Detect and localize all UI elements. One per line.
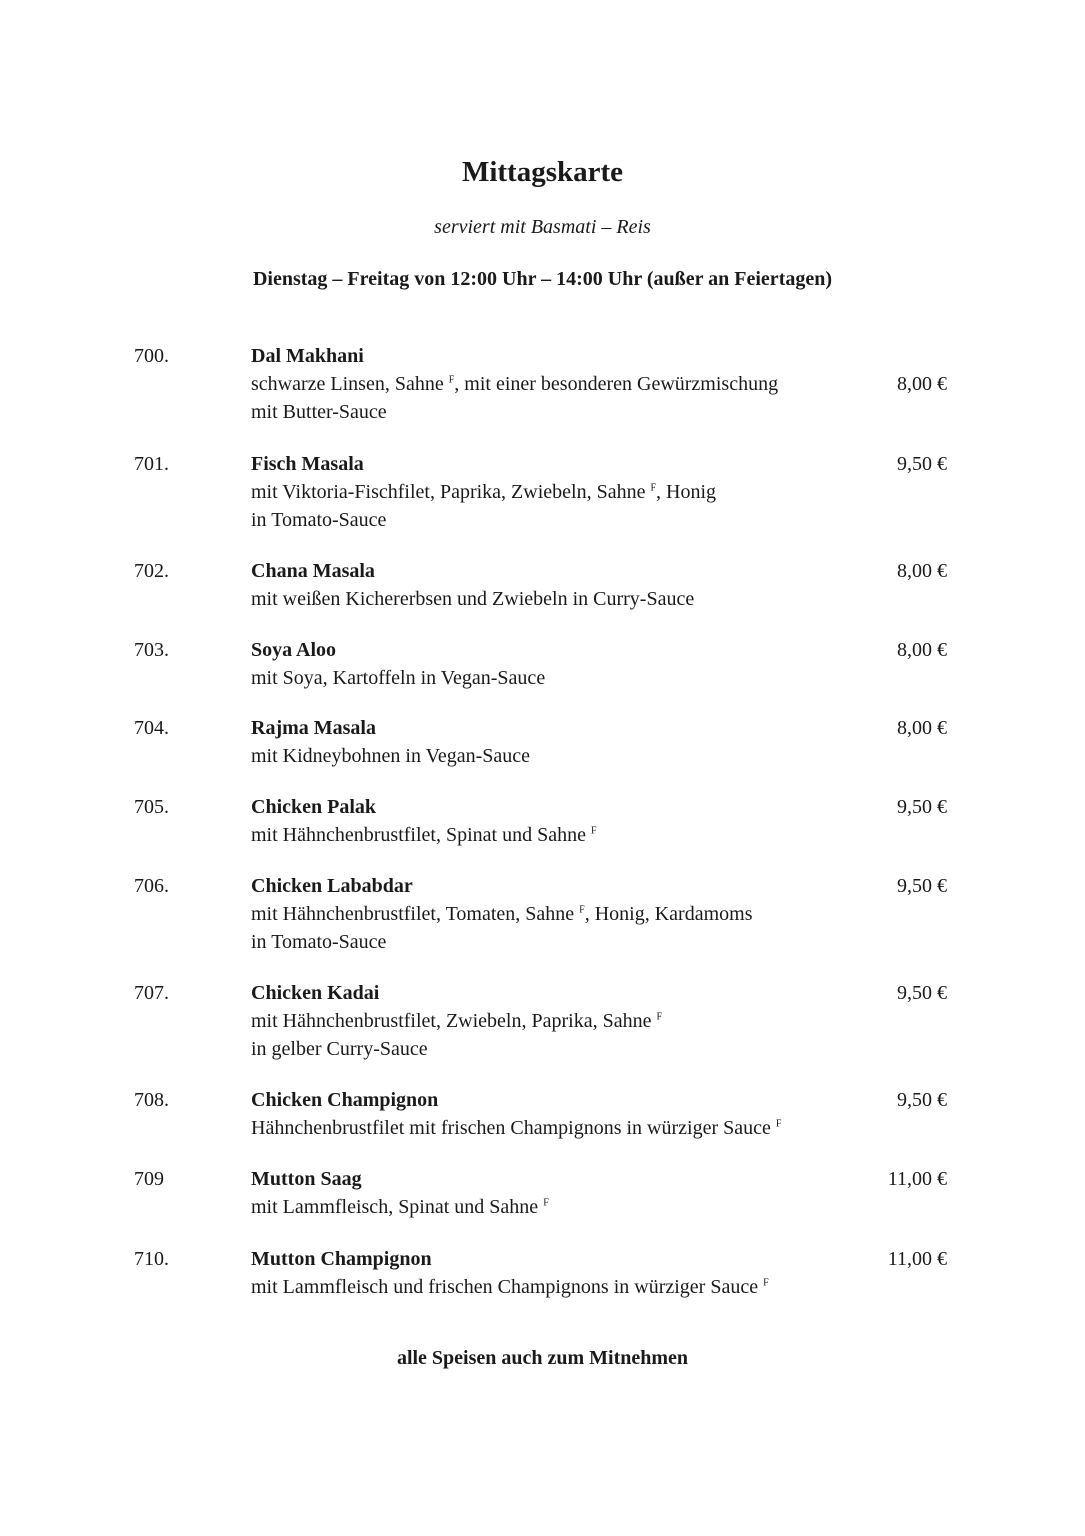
item-price: 9,50 € [897, 875, 947, 897]
item-description: mit Hähnchenbrustfilet, Zwiebeln, Paprika, Sahne $^F$ [251, 1010, 663, 1032]
item-price: 11,00 € [887, 1248, 947, 1270]
item-body [251, 714, 871, 770]
item-description: mit Butter-Sauce [251, 401, 387, 423]
item-name: Chicken Champignon [251, 1089, 439, 1111]
item-number: 706. [134, 875, 169, 897]
opening-hours: Dienstag – Freitag von 12:00 Uhr – 14:00 Uhr (außer an Feiertagen) [252, 268, 833, 290]
allergen-marker: F [650, 482, 657, 494]
item-description: mit Lammfleisch und frischen Champignons in würziger Sauce $^F$ [251, 1276, 769, 1298]
item-name: Mutton Saag [251, 1168, 362, 1190]
item-number: 708. [134, 1089, 169, 1111]
item-price: 8,00 € [897, 639, 947, 661]
allergen-marker: F [656, 1011, 663, 1023]
item-price: 9,50 € [897, 1089, 947, 1111]
item-description: mit Hähnchenbrustfilet, Tomaten, Sahne $^F$, Honig, Kardamoms [251, 903, 753, 925]
item-body [251, 1165, 871, 1221]
item-body [251, 557, 871, 613]
item-name: Chicken Lababdar [251, 875, 413, 897]
item-body [251, 793, 871, 849]
allergen-marker: F [763, 1277, 769, 1289]
item-description: mit Lammfleisch, Spinat und Sahne $^F$ [251, 1196, 549, 1218]
allergen-marker: F [543, 1197, 549, 1209]
item-number: 703. [134, 639, 169, 661]
item-number: 707. [134, 982, 169, 1004]
item-name: Soya Aloo [251, 639, 337, 661]
item-number: 710. [134, 1248, 169, 1270]
item-number: 702. [134, 560, 169, 582]
item-price: 8,00 € [897, 560, 947, 582]
item-name: Chana Masala [251, 560, 375, 582]
item-number: 701. [134, 453, 169, 475]
page-title: Mittagskarte [461, 156, 624, 188]
item-description: mit Hähnchenbrustfilet, Spinat und Sahne $^F$ [251, 824, 597, 846]
item-description: mit weißen Kichererbsen und Zwiebeln in Curry-Sauce [251, 588, 695, 610]
item-description: Hähnchenbrustfilet mit frischen Champignons in würziger Sauce $^F$ [251, 1117, 782, 1139]
item-body [251, 636, 871, 692]
item-description: mit Viktoria-Fischfilet, Paprika, Zwiebeln, Sahne $^F$, Honig [251, 481, 717, 503]
item-description: in Tomato-Sauce [251, 931, 387, 953]
item-description: in gelber Curry-Sauce [251, 1038, 428, 1060]
item-body [251, 979, 871, 1063]
item-price: 8,00 € [897, 717, 947, 739]
item-description: in Tomato-Sauce [251, 509, 387, 531]
item-body [251, 872, 871, 956]
allergen-marker: F [590, 825, 597, 837]
item-body [251, 342, 871, 426]
item-name: Chicken Kadai [251, 982, 380, 1004]
allergen-marker: F [775, 1118, 782, 1130]
item-name: Rajma Masala [251, 717, 376, 739]
item-description: schwarze Linsen, Sahne $^F$, mit einer besonderen Gewürzmischung [251, 373, 779, 395]
item-number: 709 [134, 1168, 164, 1190]
subtitle: serviert mit Basmati – Reis [434, 216, 651, 238]
item-name: Dal Makhani [251, 345, 364, 367]
item-price: 9,50 € [897, 453, 947, 475]
item-description: mit Kidneybohnen in Vegan-Sauce [251, 745, 531, 767]
item-name: Chicken Palak [251, 796, 377, 818]
item-number: 704. [134, 717, 169, 739]
item-number: 700. [134, 345, 169, 367]
item-description: mit Soya, Kartoffeln in Vegan-Sauce [251, 667, 546, 689]
item-body [251, 1086, 871, 1142]
item-price: 11,00 € [887, 1168, 947, 1190]
item-number: 705. [134, 796, 169, 818]
item-price: 9,50 € [897, 982, 947, 1004]
item-body [251, 1245, 871, 1301]
item-body [251, 450, 871, 534]
item-name: Mutton Champignon [251, 1248, 432, 1270]
item-price: 8,00 € [897, 373, 947, 395]
footer-note: alle Speisen auch zum Mitnehmen [396, 1347, 689, 1369]
allergen-marker: F [448, 374, 455, 386]
allergen-marker: F [579, 904, 585, 916]
item-price: 9,50 € [897, 796, 947, 818]
item-name: Fisch Masala [251, 453, 364, 475]
